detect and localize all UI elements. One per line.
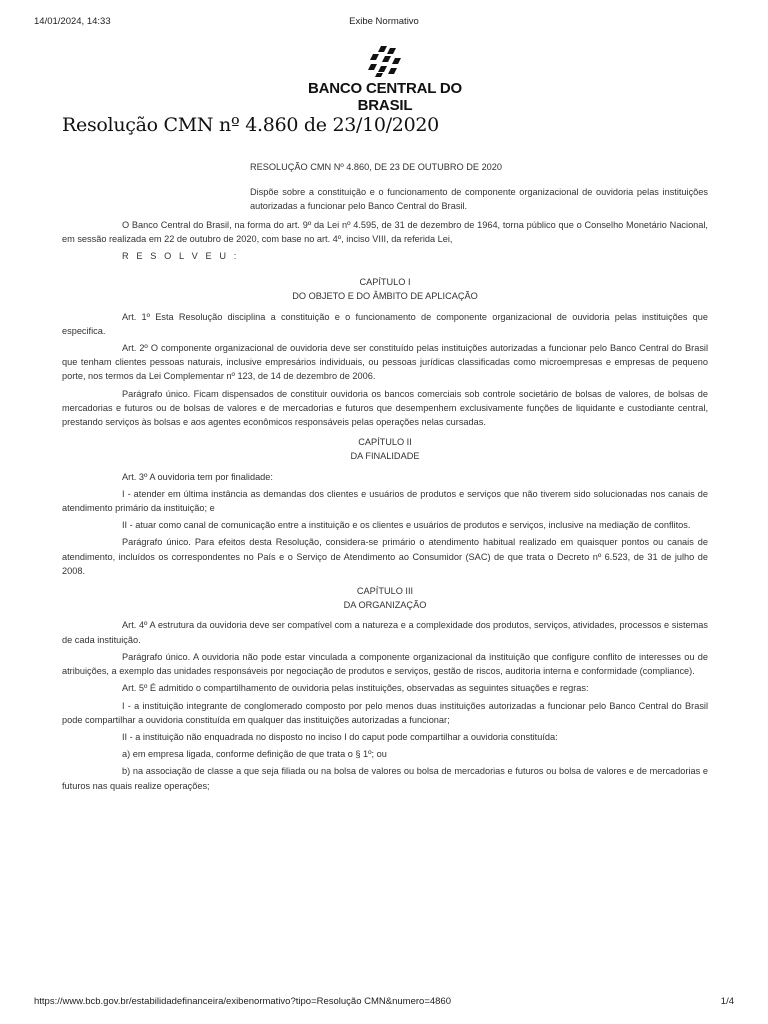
article-2-paragraph: Parágrafo único. Ficam dispensados de constituir ouvidoria os bancos comerciais sob controle societário de bolsas de valores, de bolsas de mercadorias e futuros ou de bolsas de valores e de mercadorias e futuros que desempenhem exclusivamente funções de liquidante e custodiante central, prestando serviços às bolsas e aos agentes econômicos responsáveis pelas operações nelas cursadas. [62,388,708,428]
resolution-heading: RESOLUÇÃO CMN Nº 4.860, DE 23 DE OUTUBRO DE 2020 [250,162,503,172]
article-5-item-ii: II - a instituição não enquadrada no disposto no inciso I do caput pode compartilhar a ouvidoria constituída: [122,731,558,742]
print-header [34,16,734,30]
chapter-title: DA ORGANIZAÇÃO [343,600,427,611]
article-5-item-ii-a: a) em empresa ligada, conforme definição de que trata o § 1º; ou [122,749,387,760]
article-5-item-ii-b: b) na associação de classe a que seja filiada ou na bolsa de valores ou bolsa de mercadorias e futuros ou bolsa de valores e de mercadorias e futuros nas quais realize operações; [62,766,708,791]
chapter-title: DO OBJETO E DO ÂMBITO DE APLICAÇÃO [292,291,478,302]
chapter-number: CAPÍTULO III [356,586,414,597]
chapter-number: CAPÍTULO II [358,437,412,448]
bcb-logo [280,44,490,114]
article-3-item-i: I - atender em última instância as demandas dos clientes e usuários de produtos e serviços que não tiverem sido solucionadas nos canais de atendimento primário da instituição; e [62,488,708,514]
print-page-title: Exibe Normativo [349,16,419,27]
article-4-paragraph: Parágrafo único. A ouvidoria não pode estar vinculada a componente organizacional da instituição que configure conflito de interesses ou de atribuições, a exemplo das unidades responsáveis por negociação de produtos e serviços, gestão de riscos, auditoria interna e conformidade (compliance). [62,651,708,677]
article-1: Art. 1º Esta Resolução disciplina a constituição e o funcionamento de componente organizacional de ouvidoria pelas instituições que especifica. [62,311,708,336]
document-body [62,160,708,796]
article-3-item-ii: II - atuar como canal de comunicação entre a instituição e os clientes e usuários de produtos e serviços, inclusive na mediação de conflitos. [122,520,691,531]
summary: Dispõe sobre a constituição e o funcionamento de componente organizacional de ouvidoria pelas instituições autorizadas a funcionar pelo Banco Central do Brasil. [250,187,708,212]
article-3-paragraph: Parágrafo único. Para efeitos desta Resolução, considera-se primário o atendimento habitual realizado em quaisquer pontos ou canais de atendimento, incluídos os correspondentes no País e o Serviço de Atendimento ao Consumidor (SAC) de que trata o Decreto nº 6.523, de 31 de julho de 2008. [62,537,708,576]
source-url: https://www.bcb.gov.br/estabilidadefinanceira/exibenormativo?tipo=Resolução CMN&numero=4860 [34,996,452,1007]
preamble: O Banco Central do Brasil, na forma do art. 9º da Lei nº 4.595, de 31 de dezembro de 1964, torna público que o Conselho Monetário Nacional, em sessão realizada em 22 de outubro de 2020, com base no art. 4º, inciso VIII, da referida Lei, [62,219,708,244]
chapter-title: DA FINALIDADE [350,451,420,462]
chapter-heading [62,435,708,463]
chapter-heading [62,584,708,612]
org-name: BANCO CENTRAL DO BRASIL [307,80,463,114]
print-datetime: 14/01/2024, 14:33 [34,16,111,27]
article-2: Art. 2º O componente organizacional de ouvidoria deve ser constituído pelas instituições autorizadas a funcionar pelo Banco Central do Brasil que tenham clientes pessoas naturais, inclusive empresários individuais, ou pessoas jurídicas classificadas como microempresas e empresas de pequeno porte, nos termos da Lei Complementar nº 123, de 14 de dezembro de 2006. [62,343,708,382]
article-3: Art. 3º A ouvidoria tem por finalidade: [122,471,273,482]
print-footer [34,996,734,1010]
article-5-item-i: I - a instituição integrante de conglomerado composto por pelo menos duas instituições autorizadas a funcionar pelo Banco Central do Brasil pode compartilhar a ouvidoria constituída em qualquer das instituições autorizadas a funcionar; [62,700,708,725]
document-title: Resolução CMN nº 4.860 de 23/10/2020 [62,114,439,136]
article-4: Art. 4º A estrutura da ouvidoria deve ser compatível com a natureza e a complexidade dos produtos, serviços, atividades, processos e sistemas de cada instituição. [62,620,708,645]
chapter-number: CAPÍTULO I [359,277,411,288]
bcb-logo-icon [365,44,405,78]
page-indicator: 1/4 [720,996,734,1007]
chapter-heading [62,275,708,303]
resolveu: R E S O L V E U : [122,251,239,262]
article-5: Art. 5º É admitido o compartilhamento de ouvidoria pelas instituições, observadas as seguintes situações e regras: [122,683,589,694]
